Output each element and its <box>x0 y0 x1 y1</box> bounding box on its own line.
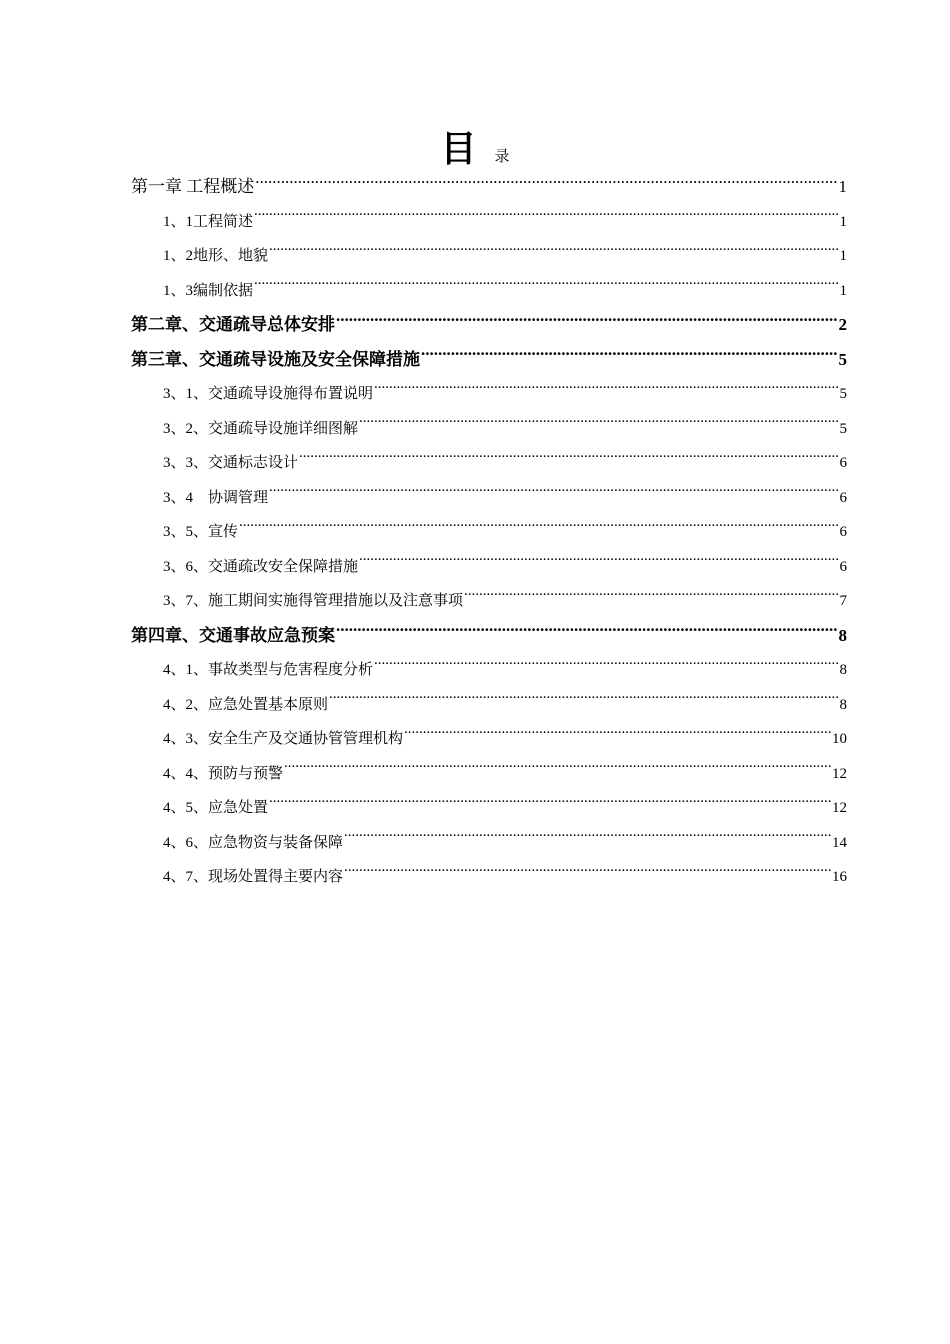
toc-entry-label: 3、7、施工期间实施得管理措施以及注意事项 <box>163 593 464 609</box>
toc-dot-leader <box>359 556 838 571</box>
toc-entry-label: 第三章、交通疏导设施及安全保障措施 <box>131 349 420 369</box>
toc-entry-label: 4、1、事故类型与危害程度分析 <box>163 662 374 678</box>
toc-page-number: 5 <box>838 349 847 369</box>
toc-page-number: 10 <box>832 731 847 747</box>
toc-entry-label: 4、2、应急处置基本原则 <box>163 696 329 713</box>
toc-dot-leader <box>299 452 838 467</box>
table-of-contents <box>131 170 847 895</box>
toc-entry-label: 1、2地形、地貌 <box>163 248 269 264</box>
toc-section-entry[interactable] <box>131 481 847 516</box>
toc-section-entry[interactable] <box>131 515 847 550</box>
toc-chapter-entry[interactable] <box>131 170 847 205</box>
toc-entry-label: 1、3编制依据 <box>163 282 254 299</box>
toc-section-entry[interactable] <box>131 688 847 723</box>
toc-section-entry[interactable] <box>131 722 847 757</box>
toc-section-entry[interactable] <box>131 826 847 861</box>
toc-section-entry[interactable] <box>131 446 847 481</box>
toc-entry-label: 3、5、宣传 <box>163 524 239 540</box>
toc-dot-leader <box>421 348 838 365</box>
toc-dot-leader <box>255 175 837 192</box>
toc-dot-leader <box>464 590 838 605</box>
toc-page-number: 6 <box>839 524 847 540</box>
toc-dot-leader <box>336 624 838 641</box>
toc-section-entry[interactable] <box>131 757 847 792</box>
toc-chapter-entry[interactable] <box>131 343 847 378</box>
toc-dot-leader <box>254 211 838 226</box>
toc-dot-leader <box>374 659 838 674</box>
toc-section-entry[interactable] <box>131 860 847 895</box>
toc-entry-label: 第一章 工程概述 <box>131 177 255 196</box>
toc-dot-leader <box>284 763 831 778</box>
toc-section-entry[interactable] <box>131 205 847 240</box>
toc-page-number: 12 <box>832 765 847 782</box>
toc-dot-leader <box>374 383 838 398</box>
toc-page-number: 8 <box>839 662 847 678</box>
toc-section-entry[interactable] <box>131 377 847 412</box>
toc-entry-label: 4、5、应急处置 <box>163 800 269 816</box>
toc-dot-leader <box>269 487 838 502</box>
toc-dot-leader <box>254 280 838 295</box>
toc-entry-label: 3、1、交通疏导设施得布置说明 <box>163 386 374 402</box>
toc-page-number: 6 <box>839 558 847 575</box>
toc-entry-label: 3、2、交通疏导设施详细图解 <box>163 420 359 437</box>
toc-section-entry[interactable] <box>131 412 847 447</box>
toc-page-number: 12 <box>832 800 847 816</box>
toc-dot-leader <box>359 418 838 433</box>
toc-title-main: 目 <box>440 129 477 170</box>
toc-section-entry[interactable] <box>131 584 847 619</box>
toc-dot-leader <box>329 694 838 709</box>
toc-section-entry[interactable] <box>131 239 847 274</box>
toc-chapter-entry[interactable] <box>131 308 847 343</box>
toc-page-number: 5 <box>839 420 847 437</box>
toc-section-entry[interactable] <box>131 550 847 585</box>
toc-entry-label: 1、1工程简述 <box>163 213 254 230</box>
toc-entry-label: 4、4、预防与预警 <box>163 765 284 782</box>
toc-page-number: 14 <box>832 834 847 851</box>
toc-page-number: 2 <box>838 315 847 334</box>
toc-section-entry[interactable] <box>131 653 847 688</box>
toc-entry-label: 4、6、应急物资与装备保障 <box>163 834 344 851</box>
toc-page-number: 1 <box>839 248 847 264</box>
toc-page-number: 1 <box>839 282 847 299</box>
toc-page-number: 1 <box>839 213 847 230</box>
toc-section-entry[interactable] <box>131 791 847 826</box>
toc-dot-leader <box>336 313 838 330</box>
toc-page-number: 5 <box>839 386 847 402</box>
toc-title-sub: 录 <box>494 149 510 165</box>
toc-dot-leader <box>269 797 831 812</box>
toc-page-number: 16 <box>832 869 847 885</box>
toc-entry-label: 4、7、现场处置得主要内容 <box>163 869 344 885</box>
toc-page-number: 1 <box>838 177 847 196</box>
toc-entry-label: 4、3、安全生产及交通协管管理机构 <box>163 731 404 747</box>
toc-page-number: 8 <box>839 696 847 713</box>
toc-page-number: 7 <box>839 593 847 609</box>
toc-dot-leader <box>344 832 831 847</box>
toc-entry-label: 第二章、交通疏导总体安排 <box>131 315 335 334</box>
toc-dot-leader <box>239 521 838 536</box>
toc-entry-label: 第四章、交通事故应急预案 <box>131 625 335 645</box>
toc-page-number: 6 <box>839 455 847 471</box>
toc-entry-label: 3、4 协调管理 <box>163 489 269 506</box>
toc-entry-label: 3、6、交通疏改安全保障措施 <box>163 558 359 575</box>
toc-chapter-entry[interactable] <box>131 619 847 654</box>
toc-page-number: 6 <box>839 489 847 506</box>
toc-dot-leader <box>344 866 831 881</box>
toc-dot-leader <box>269 245 838 260</box>
toc-entry-label: 3、3、交通标志设计 <box>163 455 299 471</box>
toc-section-entry[interactable] <box>131 274 847 309</box>
toc-page-number: 8 <box>838 625 847 645</box>
toc-dot-leader <box>404 728 831 743</box>
